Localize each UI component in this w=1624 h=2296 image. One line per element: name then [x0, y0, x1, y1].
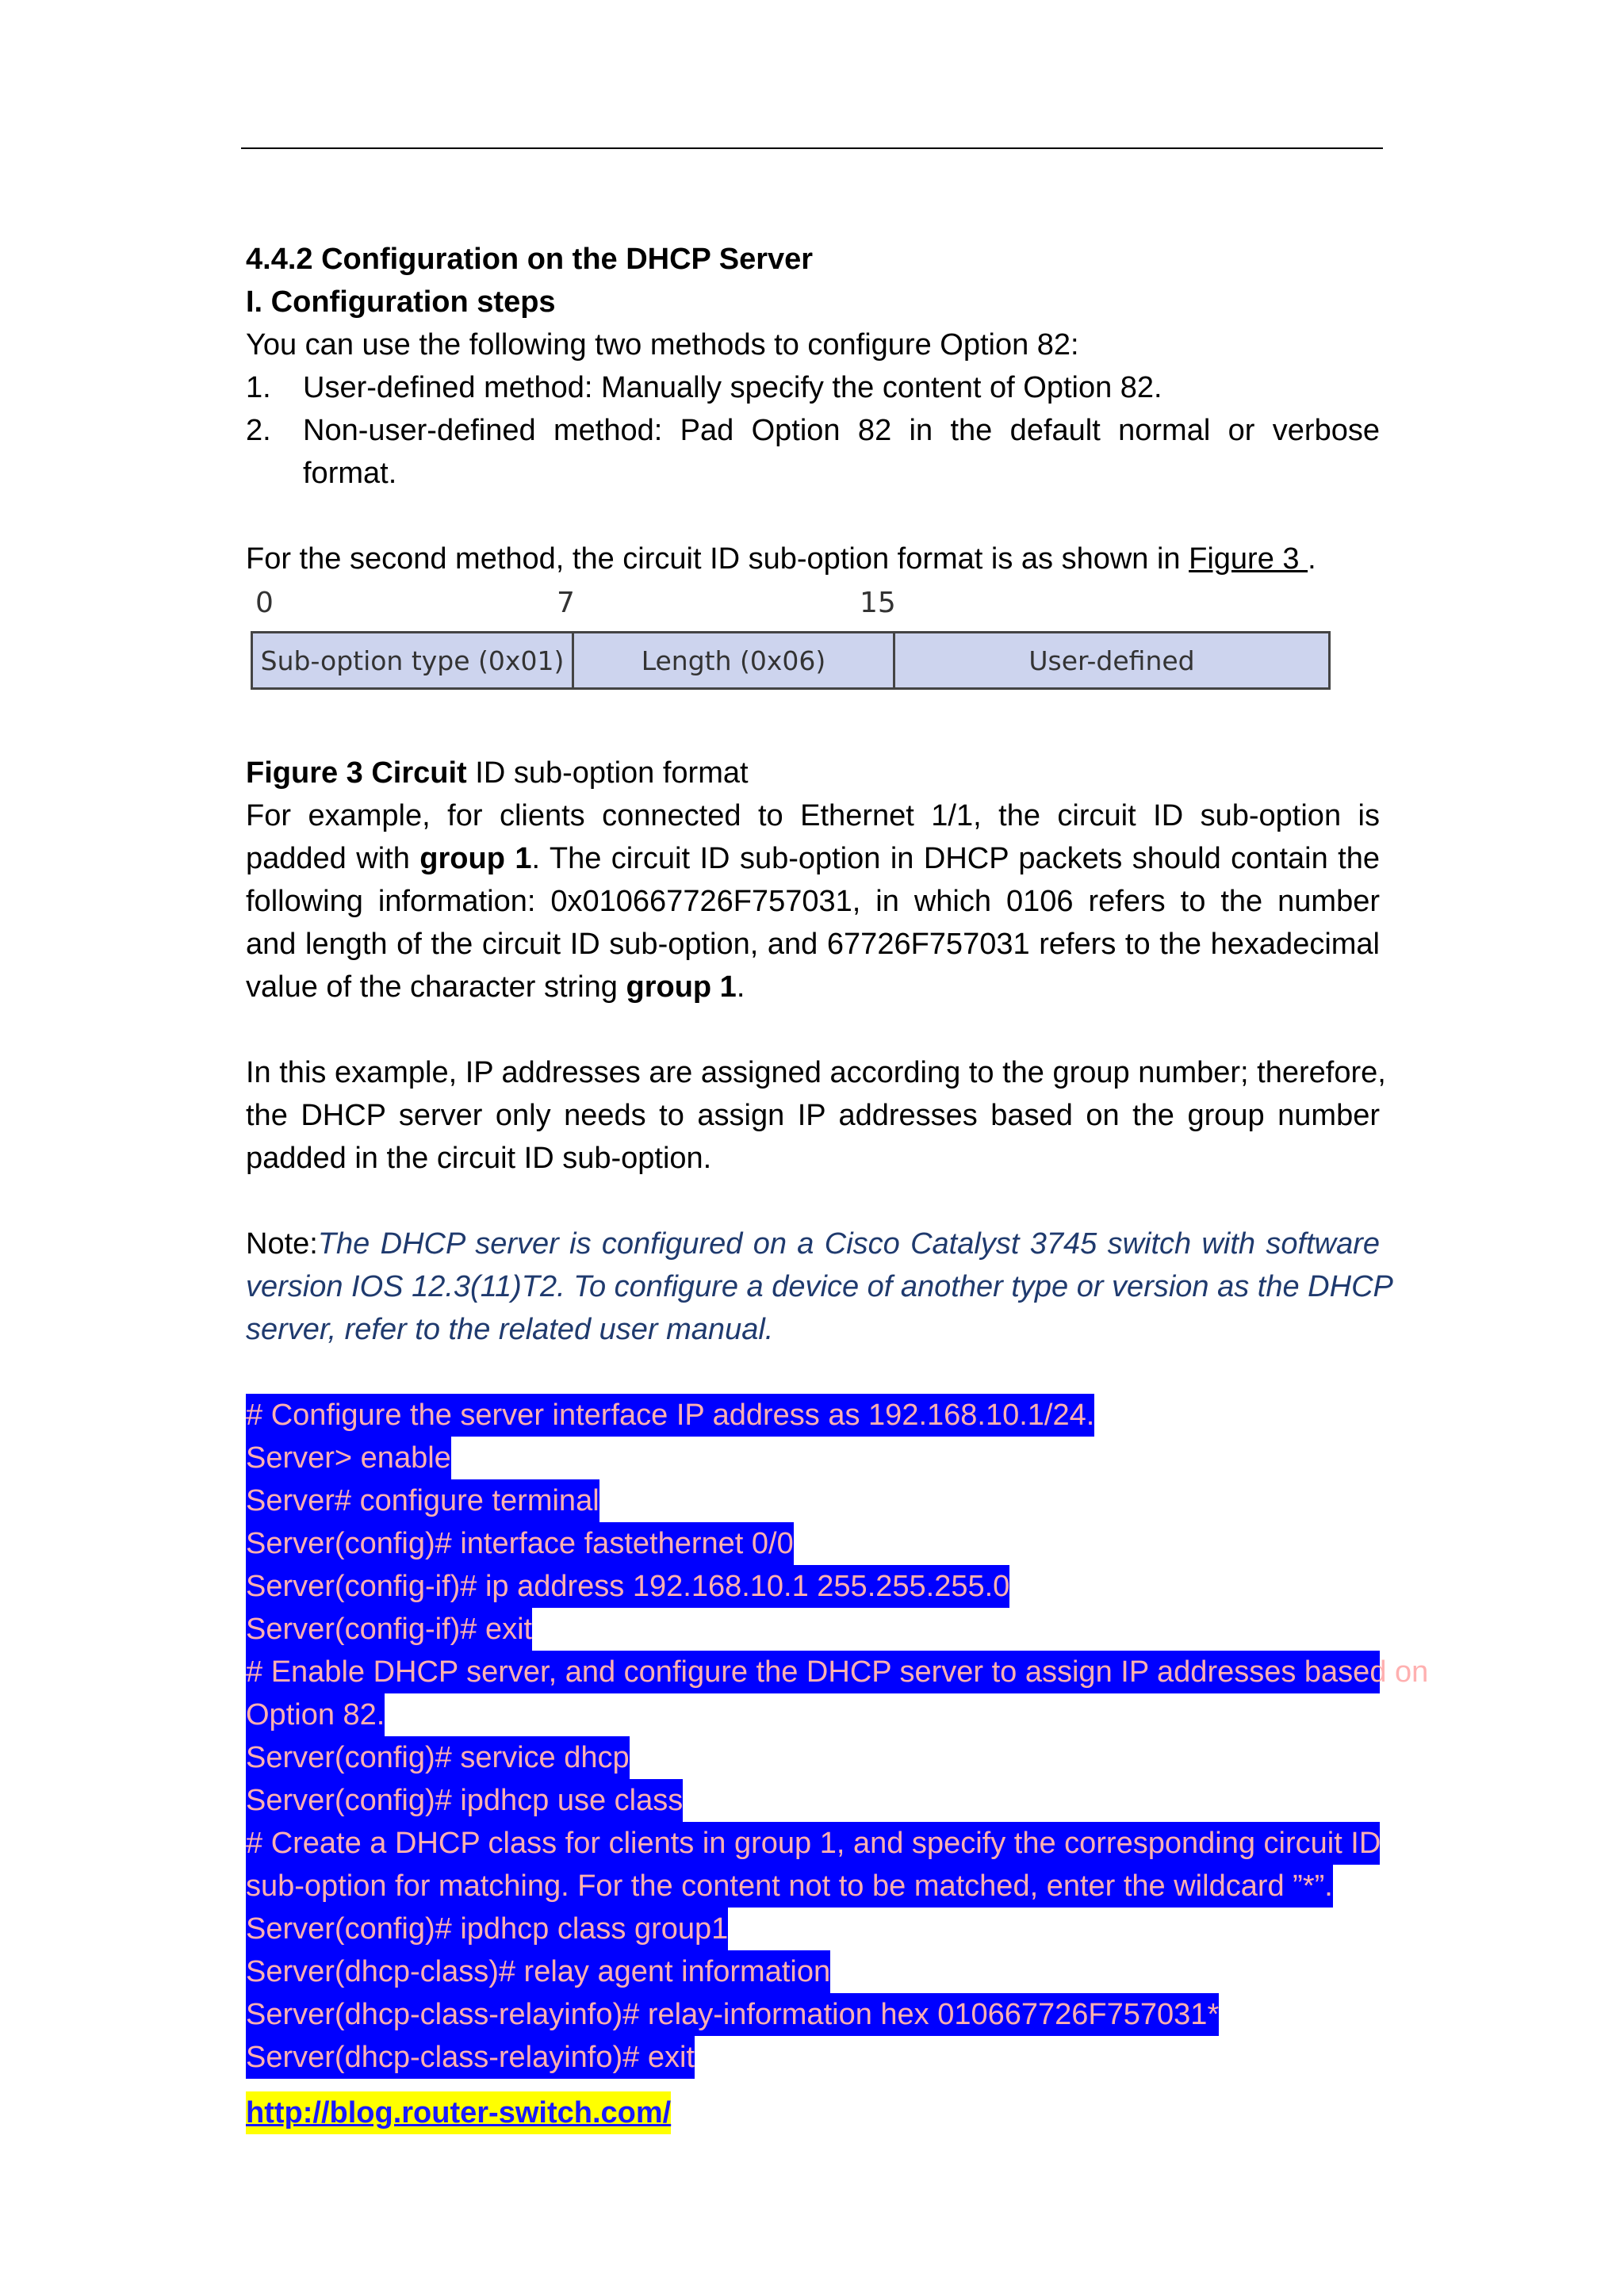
command-line: Server(config-if)# exit — [246, 1608, 532, 1651]
example-text: and length of the circuit ID sub-option, and 67726F757031 refers to the hexadecimal — [246, 928, 1380, 961]
command-line: Server(config-if)# ip address 192.168.10.1 255.255.255.0 — [246, 1565, 1009, 1608]
circuit-id-figure — [251, 587, 1331, 698]
command-line: Server# configure terminal — [246, 1479, 599, 1522]
command-comment: # Enable DHCP server, and configure the DHCP server to assign IP addresses based on — [246, 1651, 1380, 1693]
bit-tick: 15 — [860, 587, 896, 619]
footer-link[interactable]: http://blog.router-switch.com/ — [246, 2091, 671, 2134]
figure-link[interactable]: Figure 3 — [1189, 542, 1308, 576]
command-line: Server(dhcp-class)# relay agent information — [246, 1950, 830, 1993]
example-text: For example, for clients connected to Ethernet 1/1, the circuit ID sub-option is — [246, 799, 1380, 832]
field-length: Length (0x06) — [572, 631, 895, 690]
field-suboption-type: Sub-option type (0x01) — [251, 631, 574, 690]
assign-text: padded in the circuit ID sub-option. — [246, 1142, 712, 1175]
field-user-defined: User-defined — [893, 631, 1331, 690]
header-rule — [241, 147, 1383, 149]
document-body — [246, 238, 1380, 580]
list-item: 1. User-defined method: Manually specify the content of Option 82. — [246, 371, 1162, 404]
section-heading: 4.4.2 Configuration on the DHCP Server — [246, 243, 814, 276]
command-line: Server> enable — [246, 1437, 451, 1479]
command-line: Server(dhcp-class-relayinfo)# exit — [246, 2036, 695, 2079]
figure-caption: Figure 3 Circuit ID sub-option format — [246, 756, 749, 790]
example-text: padded with group 1. The circuit ID sub-option in DHCP packets should contain the — [246, 842, 1380, 875]
command-line: Server(config)# ipdhcp class group1 — [246, 1908, 728, 1950]
example-text: following information: 0x010667726F757031, in which 0106 refers to the number — [246, 885, 1380, 918]
bit-tick: 7 — [557, 587, 575, 619]
subsection-heading: I. Configuration steps — [246, 285, 556, 319]
command-line: Server(config)# service dhcp — [246, 1736, 630, 1779]
note-text: version IOS 12.3(11)T2. To configure a device of another type or version as the DHCP — [246, 1270, 1393, 1303]
command-comment: Option 82. — [246, 1693, 385, 1736]
command-comment: # Configure the server interface IP address as 192.168.10.1/24. — [246, 1394, 1094, 1437]
assign-text: In this example, IP addresses are assigned according to the group number; therefore, — [246, 1056, 1386, 1089]
command-comment: sub-option for matching. For the content not to be matched, enter the wildcard ”*”. — [246, 1865, 1333, 1908]
list-item: 2. Non-user-defined method: Pad Option 82 in the default normal or verbose — [246, 414, 1380, 447]
document-body-lower — [246, 752, 1429, 2134]
note-label: Note: — [246, 1227, 318, 1261]
list-item-continuation: format. — [303, 457, 397, 490]
intro-text: You can use the following two methods to configure Option 82: — [246, 328, 1079, 362]
assign-text: the DHCP server only needs to assign IP addresses based on the group number — [246, 1099, 1380, 1132]
second-method-text: For the second method, the circuit ID sub-option format is as shown in Figure 3 . — [246, 542, 1316, 576]
command-line: Server(config)# interface fastethernet 0/0 — [246, 1522, 794, 1565]
command-line: Server(config)# ipdhcp use class — [246, 1779, 683, 1822]
note-text: server, refer to the related user manual. — [246, 1313, 774, 1346]
bit-tick: 0 — [255, 587, 274, 619]
command-line: Server(dhcp-class-relayinfo)# relay-information hex 010667726F757031* — [246, 1993, 1219, 2036]
command-comment: # Create a DHCP class for clients in group 1, and specify the corresponding circuit ID — [246, 1822, 1380, 1865]
note-text: Note:The DHCP server is configured on a Cisco Catalyst 3745 switch with software — [246, 1227, 1380, 1261]
example-text: value of the character string group 1. — [246, 970, 745, 1004]
